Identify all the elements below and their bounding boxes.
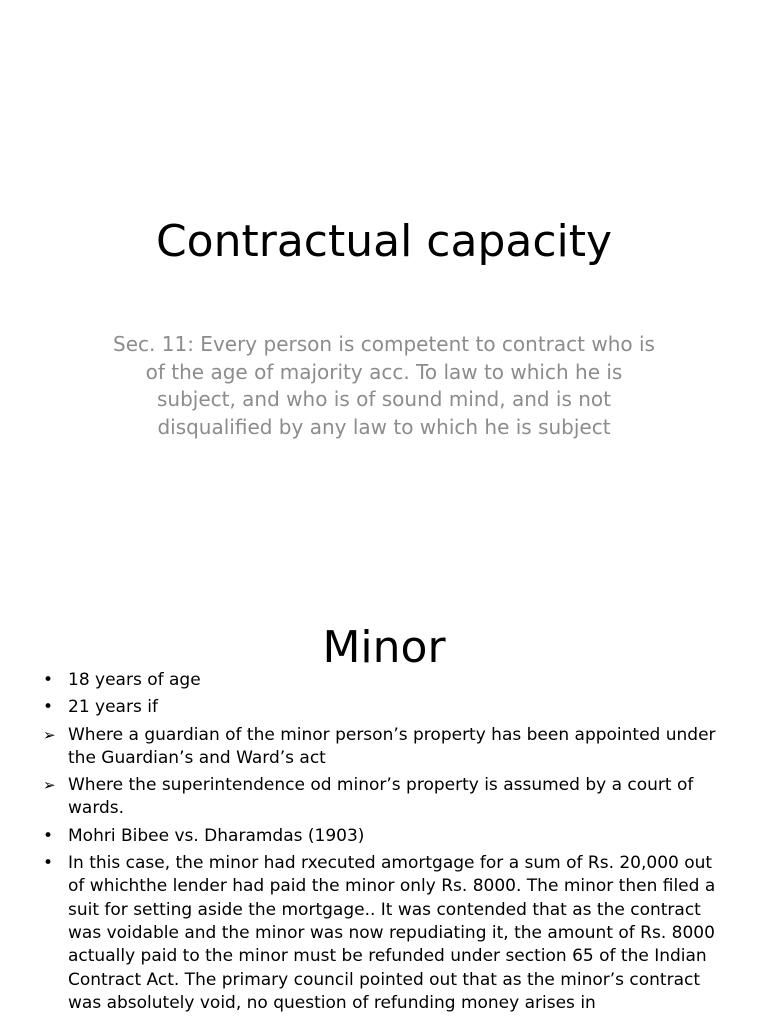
bullet-dot-icon: • xyxy=(43,825,54,846)
bullet-dot-icon: • xyxy=(43,853,54,874)
slide-title: Contractual capacity xyxy=(155,216,613,267)
bullet-arrow-icon: ➢ xyxy=(43,776,56,795)
list-item xyxy=(0,825,768,848)
bullet-text: 21 years if xyxy=(68,697,158,718)
slide-minor xyxy=(0,576,768,1024)
list-item xyxy=(0,724,768,771)
bullet-dot-icon: • xyxy=(43,697,54,718)
bullet-text: 18 years of age xyxy=(68,670,201,690)
list-item xyxy=(0,774,768,821)
bullet-arrow-icon: ➢ xyxy=(43,725,56,744)
bullet-list xyxy=(0,669,768,1019)
bullet-text: Where a guardian of the minor person’s property has been appointed under the Guardian’s and Ward’s act xyxy=(68,724,716,768)
list-item xyxy=(0,669,768,692)
bullet-text: In this case, the minor had rxecuted amortgage for a sum of Rs. 20,000 out of whichthe lender had paid the minor only Rs. 8000. The minor then filed a suit for setting aside the mortgage.. It was contended that as the contract was voidable and the minor was now repudiating it, the amount of Rs. 8000 actually paid to the minor must be refunded under section 65 of the Indian Contract Act. The primary council pointed out that as the minor’s contract was absolutely void, no question of refunding money arises in xyxy=(68,853,716,1013)
bullet-text: Mohri Bibee vs. Dharamdas (1903) xyxy=(68,825,365,846)
list-item xyxy=(0,696,768,719)
bullet-text: Where the superintendence od minor’s property is assumed by a court of wards. xyxy=(68,775,694,819)
bullet-dot-icon: • xyxy=(43,670,54,690)
slide-title: Minor xyxy=(322,622,446,673)
slide-subtitle: Sec. 11: Every person is competent to contract who is of the age of majority acc. To law to which he is subject, and who is of sound mind, and is not disqualified by any law to which he is subject xyxy=(113,332,655,439)
list-item xyxy=(0,852,768,1015)
